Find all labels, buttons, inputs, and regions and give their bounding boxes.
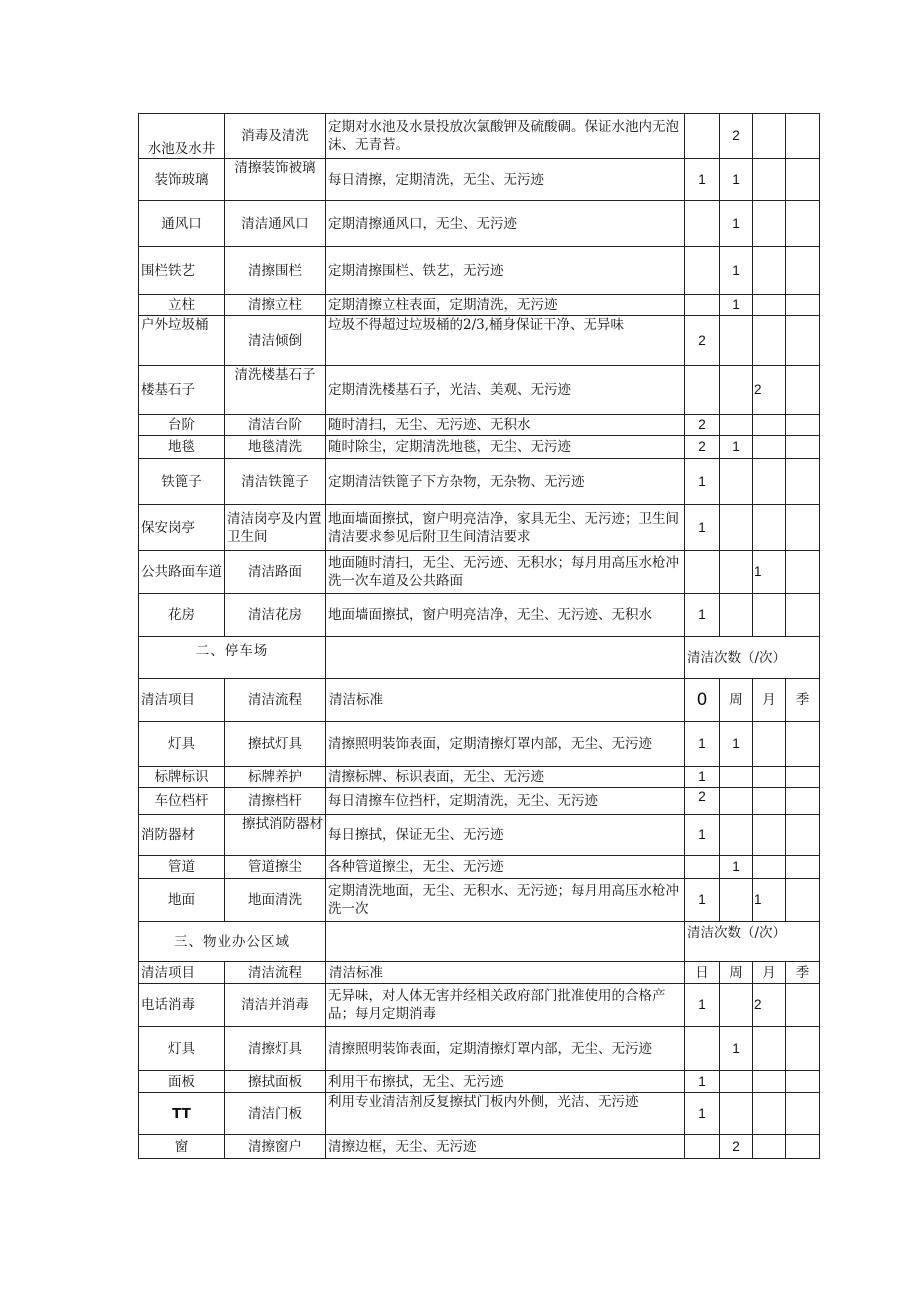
day-count-cell: 1 bbox=[685, 767, 720, 788]
week-count-cell bbox=[720, 1071, 753, 1093]
day-count-cell: 2 bbox=[685, 788, 720, 815]
day-count-cell bbox=[685, 1135, 720, 1159]
header-month: 月 bbox=[753, 962, 786, 984]
week-count-cell bbox=[720, 316, 753, 366]
season-count-cell bbox=[786, 815, 820, 856]
week-count-cell bbox=[720, 366, 753, 415]
season-count-cell bbox=[786, 1135, 820, 1159]
season-count-cell bbox=[786, 1027, 820, 1071]
item-cell: 保安岗亭 bbox=[139, 505, 225, 551]
item-cell: 灯具 bbox=[139, 1027, 225, 1071]
day-count-cell: 1 bbox=[685, 159, 720, 201]
week-count-cell bbox=[720, 594, 753, 637]
season-count-cell bbox=[786, 316, 820, 366]
process-cell: 擦拭消防器材 bbox=[225, 815, 326, 856]
month-count-cell bbox=[753, 295, 786, 316]
item-cell: 管道 bbox=[139, 856, 225, 879]
standard-cell: 定期清洗楼基石子，光洁、美观、无污迹 bbox=[326, 366, 685, 415]
month-count-cell bbox=[753, 856, 786, 879]
header-season: 季 bbox=[786, 679, 820, 722]
process-cell: 清洁路面 bbox=[225, 551, 326, 594]
process-cell: 清擦灯具 bbox=[225, 1027, 326, 1071]
standard-cell: 每日擦拭，保证无尘、无污迹 bbox=[326, 815, 685, 856]
season-count-cell bbox=[786, 201, 820, 247]
table-row bbox=[139, 114, 820, 159]
standard-cell: 清擦照明装饰表面，定期清擦灯罩内部，无尘、无污迹 bbox=[326, 722, 685, 767]
season-count-cell bbox=[786, 459, 820, 505]
process-cell: 标牌养护 bbox=[225, 767, 326, 788]
season-count-cell bbox=[786, 366, 820, 415]
header-standard: 清洁标准 bbox=[326, 962, 685, 984]
blank-cell bbox=[326, 922, 685, 962]
month-count-cell bbox=[753, 594, 786, 637]
month-count-cell bbox=[753, 1135, 786, 1159]
blank-cell bbox=[326, 637, 685, 679]
item-cell: 电话消毒 bbox=[139, 984, 225, 1027]
season-count-cell bbox=[786, 722, 820, 767]
column-header-row bbox=[139, 679, 820, 722]
process-cell: 清洁花房 bbox=[225, 594, 326, 637]
item-cell: 面板 bbox=[139, 1071, 225, 1093]
month-count-cell bbox=[753, 815, 786, 856]
table-row bbox=[139, 856, 820, 879]
column-header-row bbox=[139, 962, 820, 984]
day-count-cell bbox=[685, 856, 720, 879]
item-cell: 台阶 bbox=[139, 415, 225, 436]
table-row bbox=[139, 505, 820, 551]
season-count-cell bbox=[786, 505, 820, 551]
month-count-cell bbox=[753, 159, 786, 201]
table-row bbox=[139, 159, 820, 201]
table-row bbox=[139, 722, 820, 767]
week-count-cell: 1 bbox=[720, 159, 753, 201]
week-count-cell: 1 bbox=[720, 1027, 753, 1071]
week-count-cell: 1 bbox=[720, 247, 753, 295]
month-count-cell bbox=[753, 415, 786, 436]
item-cell: 楼基石子 bbox=[139, 366, 225, 415]
month-count-cell bbox=[753, 788, 786, 815]
day-count-cell: 2 bbox=[685, 415, 720, 436]
standard-cell: 无异味，对人体无害并经相关政府部门批准使用的合格产品；每月定期消毒 bbox=[326, 984, 685, 1027]
header-week: 周 bbox=[720, 679, 753, 722]
standard-cell: 定期清洁铁篦子下方杂物，无杂物、无污迹 bbox=[326, 459, 685, 505]
item-cell: TT bbox=[139, 1093, 225, 1135]
table-row bbox=[139, 815, 820, 856]
day-count-cell bbox=[685, 295, 720, 316]
header-season: 季 bbox=[786, 962, 820, 984]
table-row bbox=[139, 1093, 820, 1135]
season-count-cell bbox=[786, 1093, 820, 1135]
week-count-cell bbox=[720, 505, 753, 551]
table-row bbox=[139, 1071, 820, 1093]
table-row bbox=[139, 594, 820, 637]
header-day: 0 bbox=[685, 679, 720, 722]
process-cell: 清擦立柱 bbox=[225, 295, 326, 316]
standard-cell: 清擦标牌、标识表面，无尘、无污迹 bbox=[326, 767, 685, 788]
week-count-cell: 1 bbox=[720, 436, 753, 459]
table-row bbox=[139, 436, 820, 459]
standard-cell: 随时清扫，无尘、无污迹、无积水 bbox=[326, 415, 685, 436]
standard-cell: 每日清擦，定期清洗，无尘、无污迹 bbox=[326, 159, 685, 201]
week-count-cell: 1 bbox=[720, 722, 753, 767]
day-count-cell bbox=[685, 1027, 720, 1071]
standard-cell: 各种管道擦尘，无尘、无污迹 bbox=[326, 856, 685, 879]
week-count-cell bbox=[720, 459, 753, 505]
header-month: 月 bbox=[753, 679, 786, 722]
standard-cell: 地面墙面擦拭，窗户明亮洁净，家具无尘、无污迹；卫生间清洁要求参见后附卫生间清洁要求 bbox=[326, 505, 685, 551]
item-cell: 车位档杆 bbox=[139, 788, 225, 815]
month-count-cell bbox=[753, 1027, 786, 1071]
standard-cell: 地面随时清扫，无尘、无污迹、无积水；每月用高压水枪冲洗一次车道及公共路面 bbox=[326, 551, 685, 594]
week-count-cell: 2 bbox=[720, 1135, 753, 1159]
season-count-cell bbox=[786, 1071, 820, 1093]
process-cell: 清洗楼基石子 bbox=[225, 366, 326, 415]
header-process: 清洁流程 bbox=[225, 679, 326, 722]
process-cell: 地面清洗 bbox=[225, 879, 326, 922]
standard-cell: 定期清擦通风口，无尘、无污迹 bbox=[326, 201, 685, 247]
day-count-cell: 1 bbox=[685, 984, 720, 1027]
season-count-cell bbox=[786, 159, 820, 201]
item-cell: 装饰玻璃 bbox=[139, 159, 225, 201]
month-count-cell bbox=[753, 247, 786, 295]
standard-cell: 定期清洗地面，无尘、无积水、无污迹；每月用高压水枪冲洗一次 bbox=[326, 879, 685, 922]
table-row bbox=[139, 366, 820, 415]
month-count-cell bbox=[753, 436, 786, 459]
item-cell: 公共路面车道 bbox=[139, 551, 225, 594]
item-cell: 标牌标识 bbox=[139, 767, 225, 788]
day-count-cell: 1 bbox=[685, 722, 720, 767]
standard-cell: 定期清擦围栏、铁艺，无污迹 bbox=[326, 247, 685, 295]
section-title: 三、物业办公区域 bbox=[139, 922, 326, 962]
table-row bbox=[139, 879, 820, 922]
table-row bbox=[139, 201, 820, 247]
item-cell: 花房 bbox=[139, 594, 225, 637]
process-cell: 清擦窗户 bbox=[225, 1135, 326, 1159]
header-process: 清洁流程 bbox=[225, 962, 326, 984]
standard-cell: 垃圾不得超过垃圾桶的2/3,桶身保证干净、无异味 bbox=[326, 316, 685, 366]
standard-cell: 清擦边框，无尘、无污迹 bbox=[326, 1135, 685, 1159]
header-day: 日 bbox=[685, 962, 720, 984]
day-count-cell: 1 bbox=[685, 1071, 720, 1093]
table-row bbox=[139, 295, 820, 316]
week-count-cell bbox=[720, 1093, 753, 1135]
standard-cell: 利用干布擦拭，无尘、无污迹 bbox=[326, 1071, 685, 1093]
header-standard: 清洁标准 bbox=[326, 679, 685, 722]
standard-cell: 每日清擦车位挡杆，定期清洗，无尘、无污迹 bbox=[326, 788, 685, 815]
item-cell: 水池及水井 bbox=[139, 114, 225, 159]
header-item: 清洁项目 bbox=[139, 679, 225, 722]
item-cell: 地毯 bbox=[139, 436, 225, 459]
month-count-cell bbox=[753, 459, 786, 505]
table-row bbox=[139, 551, 820, 594]
season-count-cell bbox=[786, 984, 820, 1027]
table-row bbox=[139, 415, 820, 436]
table-row bbox=[139, 247, 820, 295]
cleaning-standards-table bbox=[138, 113, 820, 1159]
table-row bbox=[139, 1135, 820, 1159]
process-cell: 清洁并消毒 bbox=[225, 984, 326, 1027]
standard-cell: 定期清擦立柱表面，定期清洗，无污迹 bbox=[326, 295, 685, 316]
month-count-cell bbox=[753, 114, 786, 159]
season-count-cell bbox=[786, 856, 820, 879]
day-count-cell: 2 bbox=[685, 436, 720, 459]
day-count-cell bbox=[685, 201, 720, 247]
day-count-cell bbox=[685, 114, 720, 159]
month-count-cell: 1 bbox=[753, 879, 786, 922]
standard-cell: 随时除尘，定期清洗地毯，无尘、无污迹 bbox=[326, 436, 685, 459]
month-count-cell bbox=[753, 1093, 786, 1135]
standard-cell: 清擦照明装饰表面，定期清擦灯罩内部，无尘、无污迹 bbox=[326, 1027, 685, 1071]
item-cell: 立柱 bbox=[139, 295, 225, 316]
process-cell: 擦拭面板 bbox=[225, 1071, 326, 1093]
day-count-cell: 1 bbox=[685, 594, 720, 637]
process-cell: 清擦围栏 bbox=[225, 247, 326, 295]
month-count-cell bbox=[753, 201, 786, 247]
week-count-cell bbox=[720, 551, 753, 594]
season-count-cell bbox=[786, 879, 820, 922]
process-cell: 地毯清洗 bbox=[225, 436, 326, 459]
week-count-cell: 1 bbox=[720, 201, 753, 247]
season-count-cell bbox=[786, 788, 820, 815]
standard-cell: 定期对水池及水景投放次氯酸钾及硫酸碉。保证水池内无泡沫、无青苔。 bbox=[326, 114, 685, 159]
section-header-row bbox=[139, 637, 820, 679]
week-count-cell: 2 bbox=[720, 114, 753, 159]
month-count-cell bbox=[753, 722, 786, 767]
week-count-cell bbox=[720, 879, 753, 922]
month-count-cell: 2 bbox=[753, 366, 786, 415]
count-header: 清洁次数（/次） bbox=[685, 922, 820, 962]
week-count-cell bbox=[720, 788, 753, 815]
day-count-cell: 1 bbox=[685, 505, 720, 551]
month-count-cell bbox=[753, 505, 786, 551]
item-cell: 地面 bbox=[139, 879, 225, 922]
week-count-cell: 1 bbox=[720, 295, 753, 316]
standard-cell: 利用专业清洁剂反复擦拭门板内外侧，光洁、无污迹 bbox=[326, 1093, 685, 1135]
header-week: 周 bbox=[720, 962, 753, 984]
process-cell: 清擦装饰被璃 bbox=[225, 159, 326, 201]
season-count-cell bbox=[786, 767, 820, 788]
week-count-cell bbox=[720, 415, 753, 436]
week-count-cell bbox=[720, 984, 753, 1027]
process-cell: 清擦档杆 bbox=[225, 788, 326, 815]
season-count-cell bbox=[786, 594, 820, 637]
day-count-cell: 1 bbox=[685, 815, 720, 856]
table-row bbox=[139, 459, 820, 505]
day-count-cell bbox=[685, 551, 720, 594]
section-header-row bbox=[139, 922, 820, 962]
item-cell: 铁篦子 bbox=[139, 459, 225, 505]
day-count-cell bbox=[685, 247, 720, 295]
header-item: 清洁项目 bbox=[139, 962, 225, 984]
day-count-cell: 1 bbox=[685, 879, 720, 922]
day-count-cell bbox=[685, 366, 720, 415]
process-cell: 清洁台阶 bbox=[225, 415, 326, 436]
season-count-cell bbox=[786, 415, 820, 436]
process-cell: 清洁岗亭及内置卫生间 bbox=[225, 505, 326, 551]
day-count-cell: 2 bbox=[685, 316, 720, 366]
count-header: 清洁次数（/次） bbox=[685, 637, 820, 679]
process-cell: 清洁倾倒 bbox=[225, 316, 326, 366]
season-count-cell bbox=[786, 247, 820, 295]
season-count-cell bbox=[786, 436, 820, 459]
table-row bbox=[139, 984, 820, 1027]
item-cell: 户外垃圾桶 bbox=[139, 316, 225, 366]
season-count-cell bbox=[786, 295, 820, 316]
standard-cell: 地面墙面擦拭，窗户明亮洁净，无尘、无污迹、无积水 bbox=[326, 594, 685, 637]
process-cell: 擦拭灯具 bbox=[225, 722, 326, 767]
day-count-cell: 1 bbox=[685, 459, 720, 505]
season-count-cell bbox=[786, 551, 820, 594]
week-count-cell: 1 bbox=[720, 856, 753, 879]
process-cell: 管道擦尘 bbox=[225, 856, 326, 879]
section-title: 二、停车场 bbox=[139, 637, 326, 679]
item-cell: 消防器材 bbox=[139, 815, 225, 856]
month-count-cell: 2 bbox=[753, 984, 786, 1027]
table-row bbox=[139, 316, 820, 366]
week-count-cell bbox=[720, 767, 753, 788]
table-row bbox=[139, 788, 820, 815]
process-cell: 清洁门板 bbox=[225, 1093, 326, 1135]
month-count-cell bbox=[753, 767, 786, 788]
season-count-cell bbox=[786, 114, 820, 159]
week-count-cell bbox=[720, 815, 753, 856]
process-cell: 清洁铁篦子 bbox=[225, 459, 326, 505]
item-cell: 围栏铁艺 bbox=[139, 247, 225, 295]
process-cell: 消毒及清洗 bbox=[225, 114, 326, 159]
day-count-cell: 1 bbox=[685, 1093, 720, 1135]
item-cell: 通风口 bbox=[139, 201, 225, 247]
table-row bbox=[139, 1027, 820, 1071]
item-cell: 灯具 bbox=[139, 722, 225, 767]
month-count-cell bbox=[753, 316, 786, 366]
item-cell: 窗 bbox=[139, 1135, 225, 1159]
process-cell: 清洁通风口 bbox=[225, 201, 326, 247]
month-count-cell bbox=[753, 1071, 786, 1093]
month-count-cell: 1 bbox=[753, 551, 786, 594]
table-row bbox=[139, 767, 820, 788]
